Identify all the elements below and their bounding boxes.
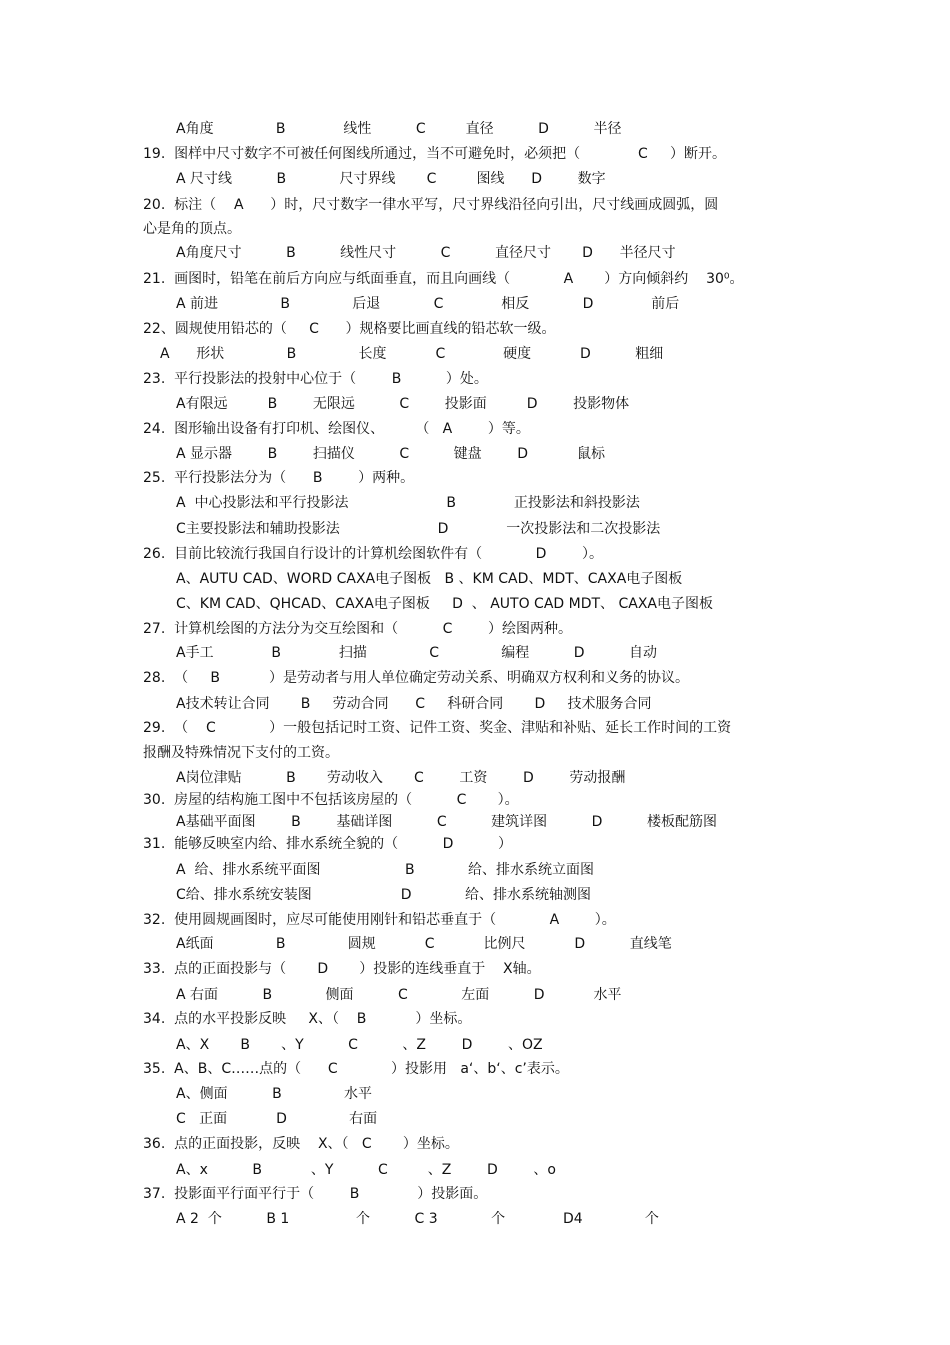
options-34: A、X B 、Y C 、Z D 、OZ: [176, 1037, 543, 1053]
question-24: 24. 图形输出设备有打印机、绘图仪、 （ A ）等。: [143, 421, 530, 437]
question-25: 25. 平行投影法分为（ B ）两种。: [143, 470, 415, 486]
options-28: A技术转让合同 B 劳动合同 C 科研合同 D 技术服务合同: [176, 696, 652, 712]
options-36: A、x B 、Y C 、Z D 、o: [176, 1162, 556, 1178]
options-23: A有限远 B 无限远 C 投影面 D 投影物体: [176, 396, 630, 412]
question-31: 31. 能够反映室内给、排水系统全貌的（ D ）: [143, 836, 512, 852]
question-30: 30. 房屋的结构施工图中不包括该房屋的（ C ）。: [143, 792, 519, 808]
options-37: A 2 个 B 1 个 C 3 个 D4 个: [176, 1211, 659, 1227]
question-27: 27. 计算机绘图的方法分为交互绘图和（ C ）绘图两种。: [143, 621, 573, 637]
question-26: 26. 目前比较流行我国自行设计的计算机绘图软件有（ D ）。: [143, 546, 603, 562]
question-33: 33. 点的正面投影与（ D ）投影的连线垂直于 X轴。: [143, 961, 541, 977]
options-24: A 显示器 B 扫描仪 C 键盘 D 鼠标: [176, 446, 605, 462]
question-36: 36. 点的正面投影，反映 X、（ C ）坐标。: [143, 1136, 459, 1152]
options-35-cd: C 正面 D 右面: [176, 1111, 378, 1127]
options-31-cd: C给、排水系统安装图 D 给、排水系统轴测图: [176, 887, 591, 903]
options-29: A岗位津贴 B 劳动收入 C 工资 D 劳动报酬: [176, 770, 626, 786]
question-23: 23. 平行投影法的投射中心位于（ B ）处。: [143, 371, 488, 387]
options-19: A 尺寸线 B 尺寸界线 C 图线 D 数字: [176, 171, 606, 187]
options-21: A 前进 B 后退 C 相反 D 前后: [176, 296, 680, 312]
options-30: A基础平面图 B 基础详图 C 建筑详图 D 楼板配筋图: [176, 814, 717, 830]
question-37: 37. 投影面平行面平行于（ B ）投影面。: [143, 1186, 488, 1202]
question-29: 29. （ C ）一般包括记时工资、记件工资、奖金、津贴和补贴、延长工作时间的工资: [143, 720, 732, 736]
question-34: 34. 点的水平投影反映 X、（ B ）坐标。: [143, 1011, 472, 1027]
question-32: 32. 使用圆规画图时，应尽可能使用刚针和铅芯垂直于（ A ）。: [143, 912, 616, 928]
question-21: 21. 画图时，铅笔在前后方向应与纸面垂直，而且向画线（ A ）方向倾斜约 30⁰。: [143, 271, 744, 287]
question-35: 35. A、B、C……点的（ C ）投影用 a‘、b‘、c’表示。: [143, 1061, 569, 1077]
options-20: A角度尺寸 B 线性尺寸 C 直径尺寸 D 半径尺寸: [176, 245, 676, 261]
options-32: A纸面 B 圆规 C 比例尺 D 直线笔: [176, 936, 672, 952]
question-28: 28. （ B ）是劳动者与用人单位确定劳动关系、明确双方权利和义务的协议。: [143, 670, 689, 686]
options-26-cd: C、KM CAD、QHCAD、CAXA电子图板 D 、 AUTO CAD MDT、 CAXA电子图板: [176, 596, 714, 612]
question-29-cont: 报酬及特殊情况下支付的工资。: [143, 745, 339, 761]
options-33: A 右面 B 侧面 C 左面 D 水平: [176, 987, 622, 1003]
options-27: A手工 B 扫描 C 编程 D 自动: [176, 645, 658, 661]
options-22: A 形状 B 长度 C 硬度 D 粗细: [160, 346, 664, 362]
question-22: 22、圆规使用铅芯的（ C ）规格要比画直线的铅芯软一级。: [143, 321, 556, 337]
options-35-ab: A、侧面 B 水平: [176, 1086, 372, 1102]
question-20: 20. 标注（ A ）时，尺寸数字一律水平写，尺寸界线沿径向引出，尺寸线画成圆弧，圆: [143, 197, 719, 213]
options-25-cd: C主要投影法和辅助投影法 D 一次投影法和二次投影法: [176, 521, 661, 537]
options-18: A角度 B 线性 C 直径 D 半径: [176, 121, 622, 137]
question-20-cont: 心是角的顶点。: [143, 221, 241, 237]
options-26-ab: A、AUTU CAD、WORD CAXA电子图板 B 、KM CAD、MDT、CAXA电子图板: [176, 571, 683, 587]
options-25-ab: A 中心投影法和平行投影法 B 正投影法和斜投影法: [176, 495, 640, 511]
options-31-ab: A 给、排水系统平面图 B 给、排水系统立面图: [176, 862, 595, 878]
question-19: 19. 图样中尺寸数字不可被任何图线所通过，当不可避免时，必须把（ C ）断开。: [143, 146, 727, 162]
